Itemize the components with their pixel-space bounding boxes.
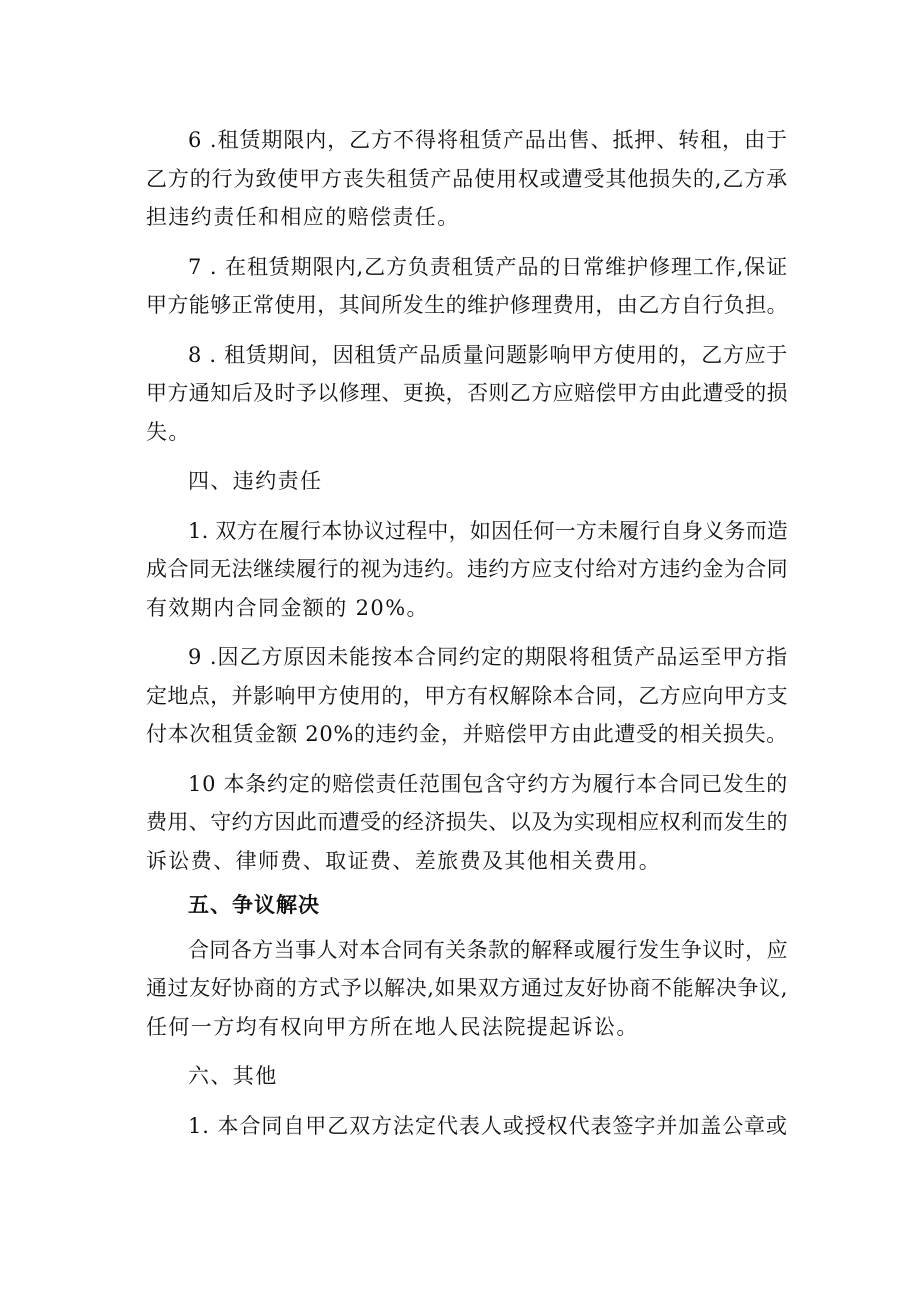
clause-10 <box>146 765 788 881</box>
text-line: 失。 <box>146 419 191 444</box>
section-heading-breach: 四、违约责任 <box>188 469 323 493</box>
text-line: 6 .租赁期限内，乙方不得将租赁产品出售、抵押、转租，由于 <box>188 128 788 152</box>
text-line: 10 本条约定的赔偿责任范围包含守约方为履行本合同已发生的 <box>188 771 788 796</box>
dispute-paragraph <box>146 931 788 1047</box>
text-line: 1. 双方在履行本协议过程中，如因任何一方未履行自身义务而造 <box>188 518 788 543</box>
text-line: 诉讼费、律师费、取证费、差旅费及其他相关费用。 <box>146 848 662 873</box>
breach-clause-1 <box>146 512 788 628</box>
text-line: 通过友好协商的方式予以解决,如果双方通过友好协商不能解决争议, <box>146 976 788 1000</box>
clause-7 <box>146 248 788 325</box>
text-line: 付本次租赁金额 20%的违约金，并赔偿甲方由此遭受的相关损失。 <box>146 722 788 746</box>
text-line: 9 .因乙方原因未能按本合同约定的期限将租赁产品运至甲方指 <box>188 645 788 669</box>
clause-6 <box>146 121 788 237</box>
text-line: 费用、守约方因此而遭受的经济损失、以及为实现相应权利而发生的 <box>146 810 788 834</box>
text-line: 任何一方均有权向甲方所在地人民法院提起诉讼。 <box>146 1014 639 1039</box>
text-line: 甲方通知后及时予以修理、更换，否则乙方应赔偿甲方由此遭受的损 <box>146 381 788 405</box>
other-clause-1 <box>146 1107 788 1146</box>
text-line: 甲方能够正常使用，其间所发生的维护修理费用，由乙方自行负担。 <box>146 293 788 317</box>
text-line: 担违约责任和相应的赔偿责任。 <box>146 205 460 229</box>
text-line: 成合同无法继续履行的视为违约。违约方应支付给对方违约金为合同 <box>146 557 788 581</box>
text-line: 1. 本合同自甲乙双方法定代表人或授权代表签字并加盖公章或 <box>188 1113 788 1138</box>
text-line: 8 . 租赁期间，因租赁产品质量问题影响甲方使用的，乙方应于 <box>188 342 788 367</box>
text-line: 乙方的行为致使甲方丧失租赁产品使用权或遭受其他损失的,乙方承 <box>146 166 788 191</box>
text-line: 合同各方当事人对本合同有关条款的解释或履行发生争议时，应 <box>188 937 788 962</box>
text-line: 有效期内合同金额的 20%。 <box>146 595 429 620</box>
section-heading-dispute: 五、争议解决 <box>188 893 320 917</box>
section-heading-other: 六、其他 <box>188 1064 278 1088</box>
text-line: 7 . 在租赁期限内,乙方负责租赁产品的日常维护修理工作,保证 <box>188 254 788 279</box>
text-line: 定地点，并影响甲方使用的，甲方有权解除本合同，乙方应向甲方支 <box>146 683 788 708</box>
clause-9 <box>146 638 788 754</box>
clause-8 <box>146 336 788 452</box>
